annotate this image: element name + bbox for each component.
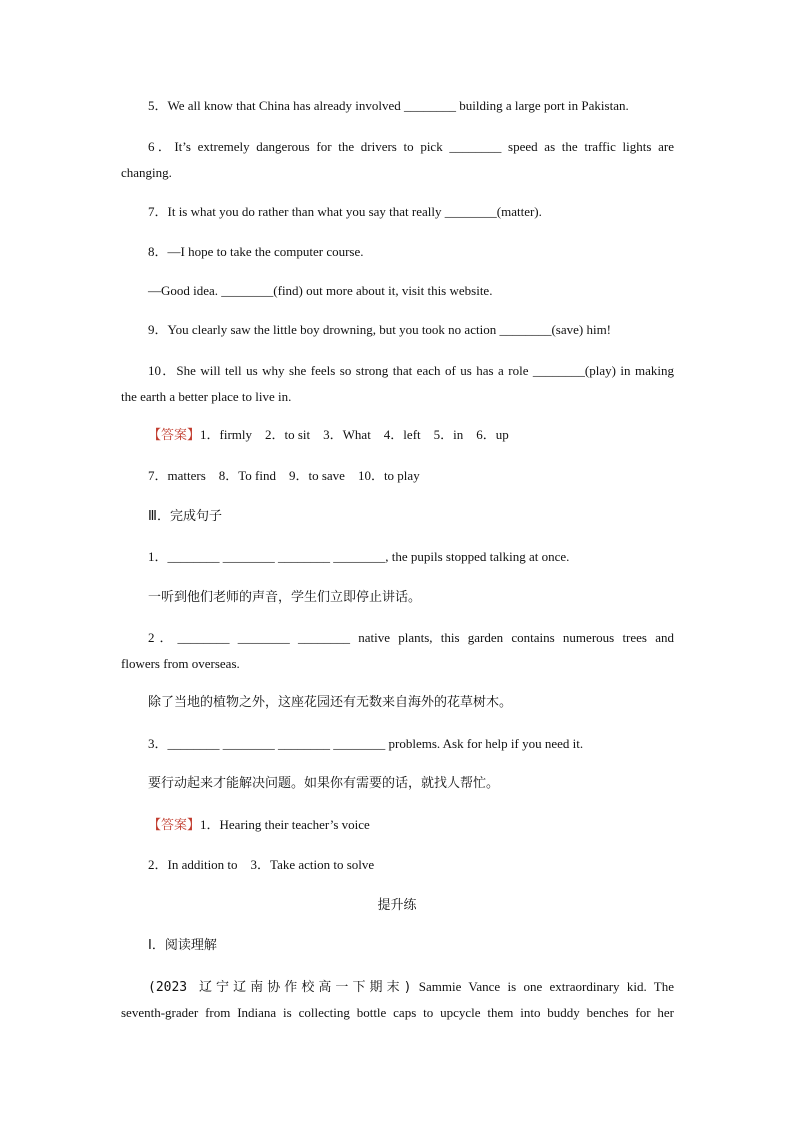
question-6-line-1: 6．It’s extremely dangerous for the drivers to pick ________ speed as the traffic lights are bbox=[148, 139, 674, 154]
answer-label: 【答案】 bbox=[148, 818, 201, 833]
passage-line-1 bbox=[148, 979, 674, 996]
sentence-2-line-2: flowers from overseas. bbox=[121, 656, 240, 671]
question-7: 7．It is what you do rather than what you say that really ________(matter). bbox=[148, 204, 542, 219]
section-heading-iii: Ⅲ．完成句子 bbox=[148, 509, 222, 524]
question-10-line-2: the earth a better place to live in. bbox=[121, 389, 292, 404]
section-title: 提升练 bbox=[377, 898, 417, 913]
answer-block-2-line-2: 2．In addition to 3．Take action to solve bbox=[148, 857, 375, 872]
question-8-line-1: 8．—I hope to take the computer course. bbox=[148, 244, 364, 259]
question-5: 5．We all know that China has already involved ________ building a large port in Pakistan. bbox=[148, 98, 629, 113]
sentence-2-line-1: 2．________ ________ ________ native plants, this garden contains numerous trees and bbox=[148, 630, 674, 645]
answer-block-1-line-2: 7．matters 8．To find 9．to save 10．to play bbox=[148, 468, 420, 483]
sentence-1-chinese: 一听到他们老师的声音，学生们立即停止讲话。 bbox=[148, 590, 422, 605]
passage-text: Sammie Vance is one extraordinary kid. The bbox=[418, 979, 674, 994]
answer-text: 1．firmly 2．to sit 3．What 4．left 5．in 6．up bbox=[200, 427, 509, 442]
sentence-3-chinese: 要行动起来才能解决问题。如果你有需要的话，就找人帮忙。 bbox=[148, 776, 500, 791]
answer-label: 【答案】 bbox=[148, 428, 201, 443]
question-6-line-2: changing. bbox=[121, 165, 172, 180]
passage-source: (2023 辽宁辽南协作校高一下期末) bbox=[148, 980, 412, 995]
section-heading-i: Ⅰ．阅读理解 bbox=[148, 938, 217, 953]
sentence-1: 1．________ ________ ________ ________, the pupils stopped talking at once. bbox=[148, 549, 570, 564]
sentence-2-chinese: 除了当地的植物之外，这座花园还有无数来自海外的花草树木。 bbox=[148, 695, 513, 710]
answer-block-1 bbox=[148, 427, 509, 444]
question-10-line-1: 10．She will tell us why she feels so strong that each of us has a role ________(play) in making bbox=[148, 363, 674, 378]
question-8-line-2: —Good idea. ________(find) out more about it, visit this website. bbox=[148, 283, 493, 298]
question-9: 9．You clearly saw the little boy drowning, but you took no action ________(save) him! bbox=[148, 322, 612, 337]
answer-block-2 bbox=[148, 817, 370, 834]
passage-line-2: seventh-grader from Indiana is collecting bottle caps to upcycle them into buddy benches for her bbox=[121, 1005, 674, 1020]
answer-text: 1．Hearing their teacher’s voice bbox=[200, 817, 370, 832]
sentence-3: 3．________ ________ ________ ________ problems. Ask for help if you need it. bbox=[148, 736, 584, 751]
